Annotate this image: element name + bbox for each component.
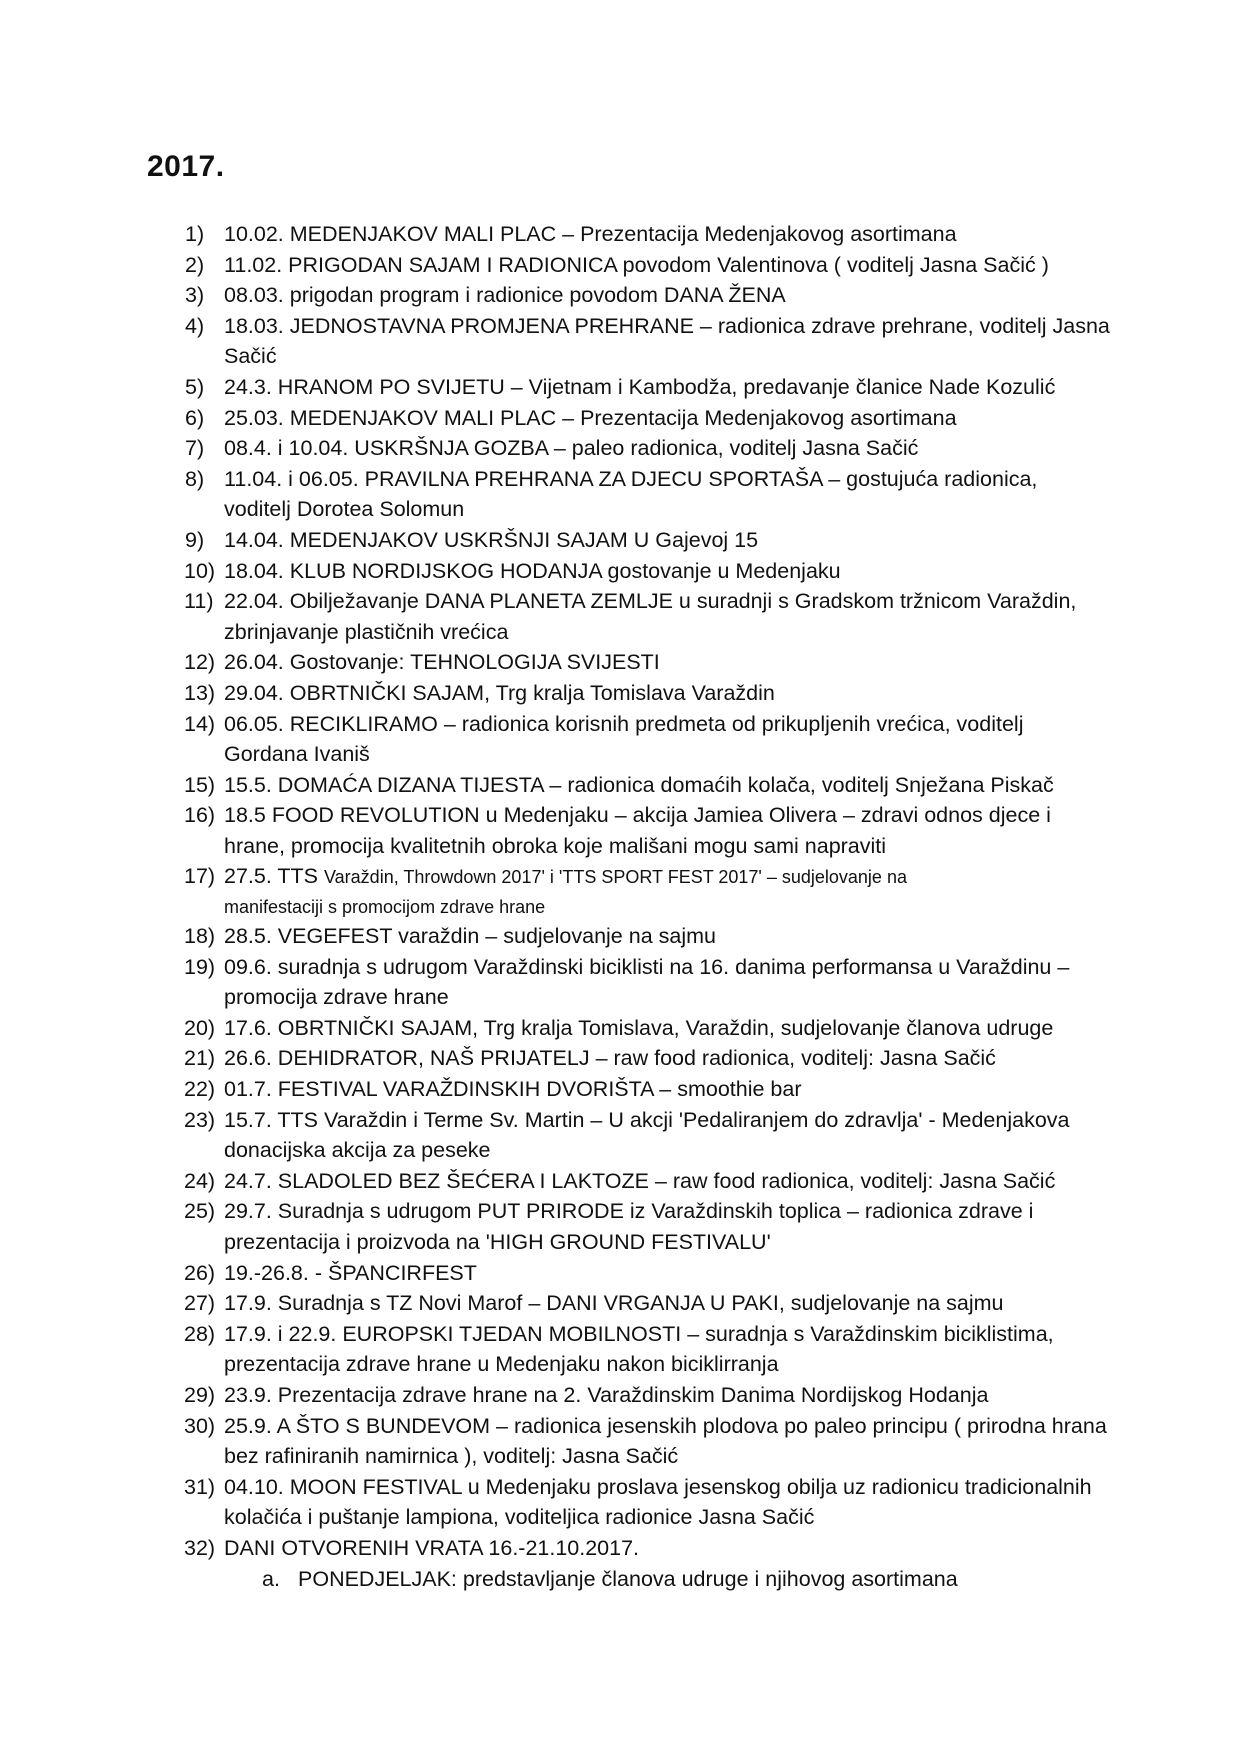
sub-item-letter: a.	[262, 1566, 280, 1591]
item-text: 18.04. KLUB NORDIJSKOG HODANJA gostovanje u Medenjaku	[224, 558, 841, 583]
item-number: 15)	[184, 772, 216, 797]
item-number: 2)	[185, 252, 205, 277]
item-text: 23.9. Prezentacija zdrave hrane na 2. Varaždinskim Danima Nordijskog Hodanja	[224, 1382, 989, 1407]
list-item	[0, 556, 1240, 587]
item-text: 09.6. suradnja s udrugom Varaždinski biciklisti na 16. danima performansa u Varaždinu – promocija zdrave hrane	[224, 954, 1070, 1010]
item-number: 28)	[184, 1321, 216, 1346]
item-number: 17)	[184, 864, 216, 889]
list-item	[0, 1196, 1240, 1257]
item-number: 19)	[184, 954, 216, 979]
item-number: 4)	[185, 313, 205, 338]
item-number: 8)	[185, 466, 205, 491]
item-text: 15.5. DOMAĆA DIZANA TIJESTA – radionica domaćih kolača, voditelj Snježana Piskač	[224, 772, 1054, 797]
item-text-small: Varaždin, Throwdown 2017' i 'TTS SPORT FEST 2017' – sudjelovanje na	[324, 867, 907, 888]
item-text: 11.04. i 06.05. PRAVILNA PREHRANA ZA DJECU SPORTAŠA – gostujuća radionica, voditelj Dorotea Solomun	[224, 466, 1038, 522]
list-item	[0, 1380, 1240, 1411]
list-item	[0, 1013, 1240, 1044]
list-item	[0, 219, 1240, 250]
item-number: 18)	[184, 924, 216, 949]
list-item	[0, 1166, 1240, 1197]
item-number: 29)	[184, 1382, 216, 1407]
item-text: 29.04. OBRTNIČKI SAJAM, Trg kralja Tomislava Varaždin	[224, 680, 775, 705]
item-text: 18.5 FOOD REVOLUTION u Medenjaku – akcija Jamiea Olivera – zdravi odnos djece i hrane, promocija kvalitetnih obroka koje mališani mogu sami napraviti	[224, 803, 1051, 858]
list-item	[0, 678, 1240, 709]
item-number: 23)	[184, 1107, 216, 1132]
item-number: 12)	[184, 650, 216, 675]
item-text: 17.6. OBRTNIČKI SAJAM, Trg kralja Tomislava, Varaždin, sudjelovanje članova udruge	[224, 1015, 1054, 1040]
list-item	[0, 861, 1240, 921]
list-item	[0, 1411, 1240, 1472]
item-number: 32)	[184, 1535, 216, 1560]
item-text: 28.5. VEGEFEST varaždin – sudjelovanje na sajmu	[224, 924, 716, 949]
item-text: 17.9. Suradnja s TZ Novi Marof – DANI VRGANJA U PAKI, sudjelovanje na sajmu	[224, 1291, 1004, 1316]
list-item	[0, 433, 1240, 464]
item-text: 24.7. SLADOLED BEZ ŠEĆERA I LAKTOZE – raw food radionica, voditelj: Jasna Sačić	[224, 1168, 1056, 1193]
item-text: 04.10. MOON FESTIVAL u Medenjaku proslava jesenskog obilja uz radionicu tradicionalnih kolačića i puštanje lampiona, voditeljica radionice Jasna Sačić	[224, 1474, 1092, 1530]
list-item	[0, 1258, 1240, 1289]
sub-list-item	[0, 1564, 1240, 1595]
item-number: 7)	[185, 436, 205, 461]
item-text: 06.05. RECIKLIRAMO – radionica korisnih predmeta od prikupljenih vrećica, voditelj Gordana Ivaniš	[224, 711, 1024, 767]
item-text: 18.03. JEDNOSTAVNA PROMJENA PREHRANE – radionica zdrave prehrane, voditelj Jasna Sačić	[224, 313, 1110, 369]
item-number: 14)	[184, 711, 216, 736]
item-number: 27)	[184, 1291, 216, 1316]
event-list	[0, 219, 1240, 1594]
item-number: 21)	[184, 1046, 216, 1071]
list-item	[0, 586, 1240, 647]
item-text: 22.04. Obilježavanje DANA PLANETA ZEMLJE u suradnji s Gradskom tržnicom Varaždin, zbrinjavanje plastičnih vrećica	[224, 589, 1077, 644]
item-text: 08.4. i 10.04. USKRŠNJA GOZBA – paleo radionica, voditelj Jasna Sačić	[224, 436, 919, 461]
item-text: 08.03. prigodan program i radionice povodom DANA ŽENA	[224, 283, 786, 308]
item-number: 10)	[184, 558, 216, 583]
list-item	[0, 1533, 1240, 1564]
item-text: 29.7. Suradnja s udrugom PUT PRIRODE iz Varaždinskih toplica – radionica zdrave i prezentacija i proizvoda na 'HIGH GROUND FESTIVALU'	[224, 1199, 1034, 1254]
item-number: 6)	[185, 405, 205, 430]
item-number: 24)	[184, 1168, 216, 1193]
item-text: 10.02. MEDENJAKOV MALI PLAC – Prezentacija Medenjakovog asortimana	[224, 222, 957, 246]
list-item	[0, 464, 1240, 525]
list-item	[0, 921, 1240, 952]
list-item	[0, 1043, 1240, 1074]
item-number: 25)	[184, 1199, 216, 1224]
item-number: 22)	[184, 1077, 216, 1102]
item-number: 5)	[185, 374, 205, 399]
list-item	[0, 372, 1240, 403]
list-item	[0, 1319, 1240, 1380]
list-item	[0, 311, 1240, 372]
list-item	[0, 952, 1240, 1013]
item-number: 16)	[184, 803, 216, 828]
list-item	[0, 800, 1240, 861]
list-item	[0, 403, 1240, 434]
item-number: 11)	[184, 589, 214, 614]
item-text: 19.-26.8. - ŠPANCIRFEST	[224, 1260, 477, 1285]
item-text: 17.9. i 22.9. EUROPSKI TJEDAN MOBILNOSTI – suradnja s Varaždinskim biciklistima, prezentacija zdrave hrane u Medenjaku nakon biciklirranja	[224, 1321, 1054, 1377]
item-text: 11.02. PRIGODAN SAJAM I RADIONICA povodom Valentinova ( voditelj Jasna Sačić )	[224, 252, 1049, 277]
list-item	[0, 1472, 1240, 1533]
item-number: 3)	[185, 283, 205, 308]
list-item	[0, 1074, 1240, 1105]
list-item	[0, 1105, 1240, 1166]
list-item	[0, 709, 1240, 770]
list-item	[0, 280, 1240, 311]
item-text: 14.04. MEDENJAKOV USKRŠNJI SAJAM U Gajevoj 15	[224, 527, 759, 552]
item-number: 31)	[184, 1474, 216, 1499]
page-title: 2017.	[147, 150, 225, 183]
list-item	[0, 647, 1240, 678]
item-text-small-continued: manifestaciji s promocijom zdrave hrane	[224, 897, 546, 918]
list-item	[0, 250, 1240, 281]
item-number: 26)	[184, 1260, 216, 1285]
item-text: 15.7. TTS Varaždin i Terme Sv. Martin – U akcji 'Pedaliranjem do zdravlja' - Medenjakova donacijska akcija za peseke	[224, 1107, 1070, 1163]
item-text: 24.3. HRANOM PO SVIJETU – Vijetnam i Kambodža, predavanje članice Nade Kozulić	[224, 374, 1056, 399]
item-number: 20)	[184, 1015, 216, 1040]
item-text: 26.6. DEHIDRATOR, NAŠ PRIJATELJ – raw food radionica, voditelj: Jasna Sačić	[224, 1046, 996, 1071]
item-text: 01.7. FESTIVAL VARAŽDINSKIH DVORIŠTA – smoothie bar	[224, 1077, 802, 1102]
item-text-lead: 27.5. TTS	[224, 864, 319, 889]
item-number: 13)	[184, 680, 216, 705]
item-text: 25.9. A ŠTO S BUNDEVOM – radionica jesenskih plodova po paleo principu ( prirodna hrana bez rafiniranih namirnica ), voditelj: Jasna Sačić	[224, 1413, 1107, 1469]
item-number: 1)	[185, 222, 205, 246]
item-number: 9)	[185, 527, 205, 552]
list-item	[0, 525, 1240, 556]
list-item	[0, 1288, 1240, 1319]
list-item	[0, 770, 1240, 801]
item-text: 25.03. MEDENJAKOV MALI PLAC – Prezentacija Medenjakovog asortimana	[224, 405, 957, 430]
item-number: 30)	[184, 1413, 216, 1438]
item-text: DANI OTVORENIH VRATA 16.-21.10.2017.	[224, 1535, 640, 1560]
sub-item-text: PONEDJELJAK: predstavljanje članova udruge i njihovog asortimana	[298, 1566, 958, 1591]
item-text: 26.04. Gostovanje: TEHNOLOGIJA SVIJESTI	[224, 650, 660, 675]
